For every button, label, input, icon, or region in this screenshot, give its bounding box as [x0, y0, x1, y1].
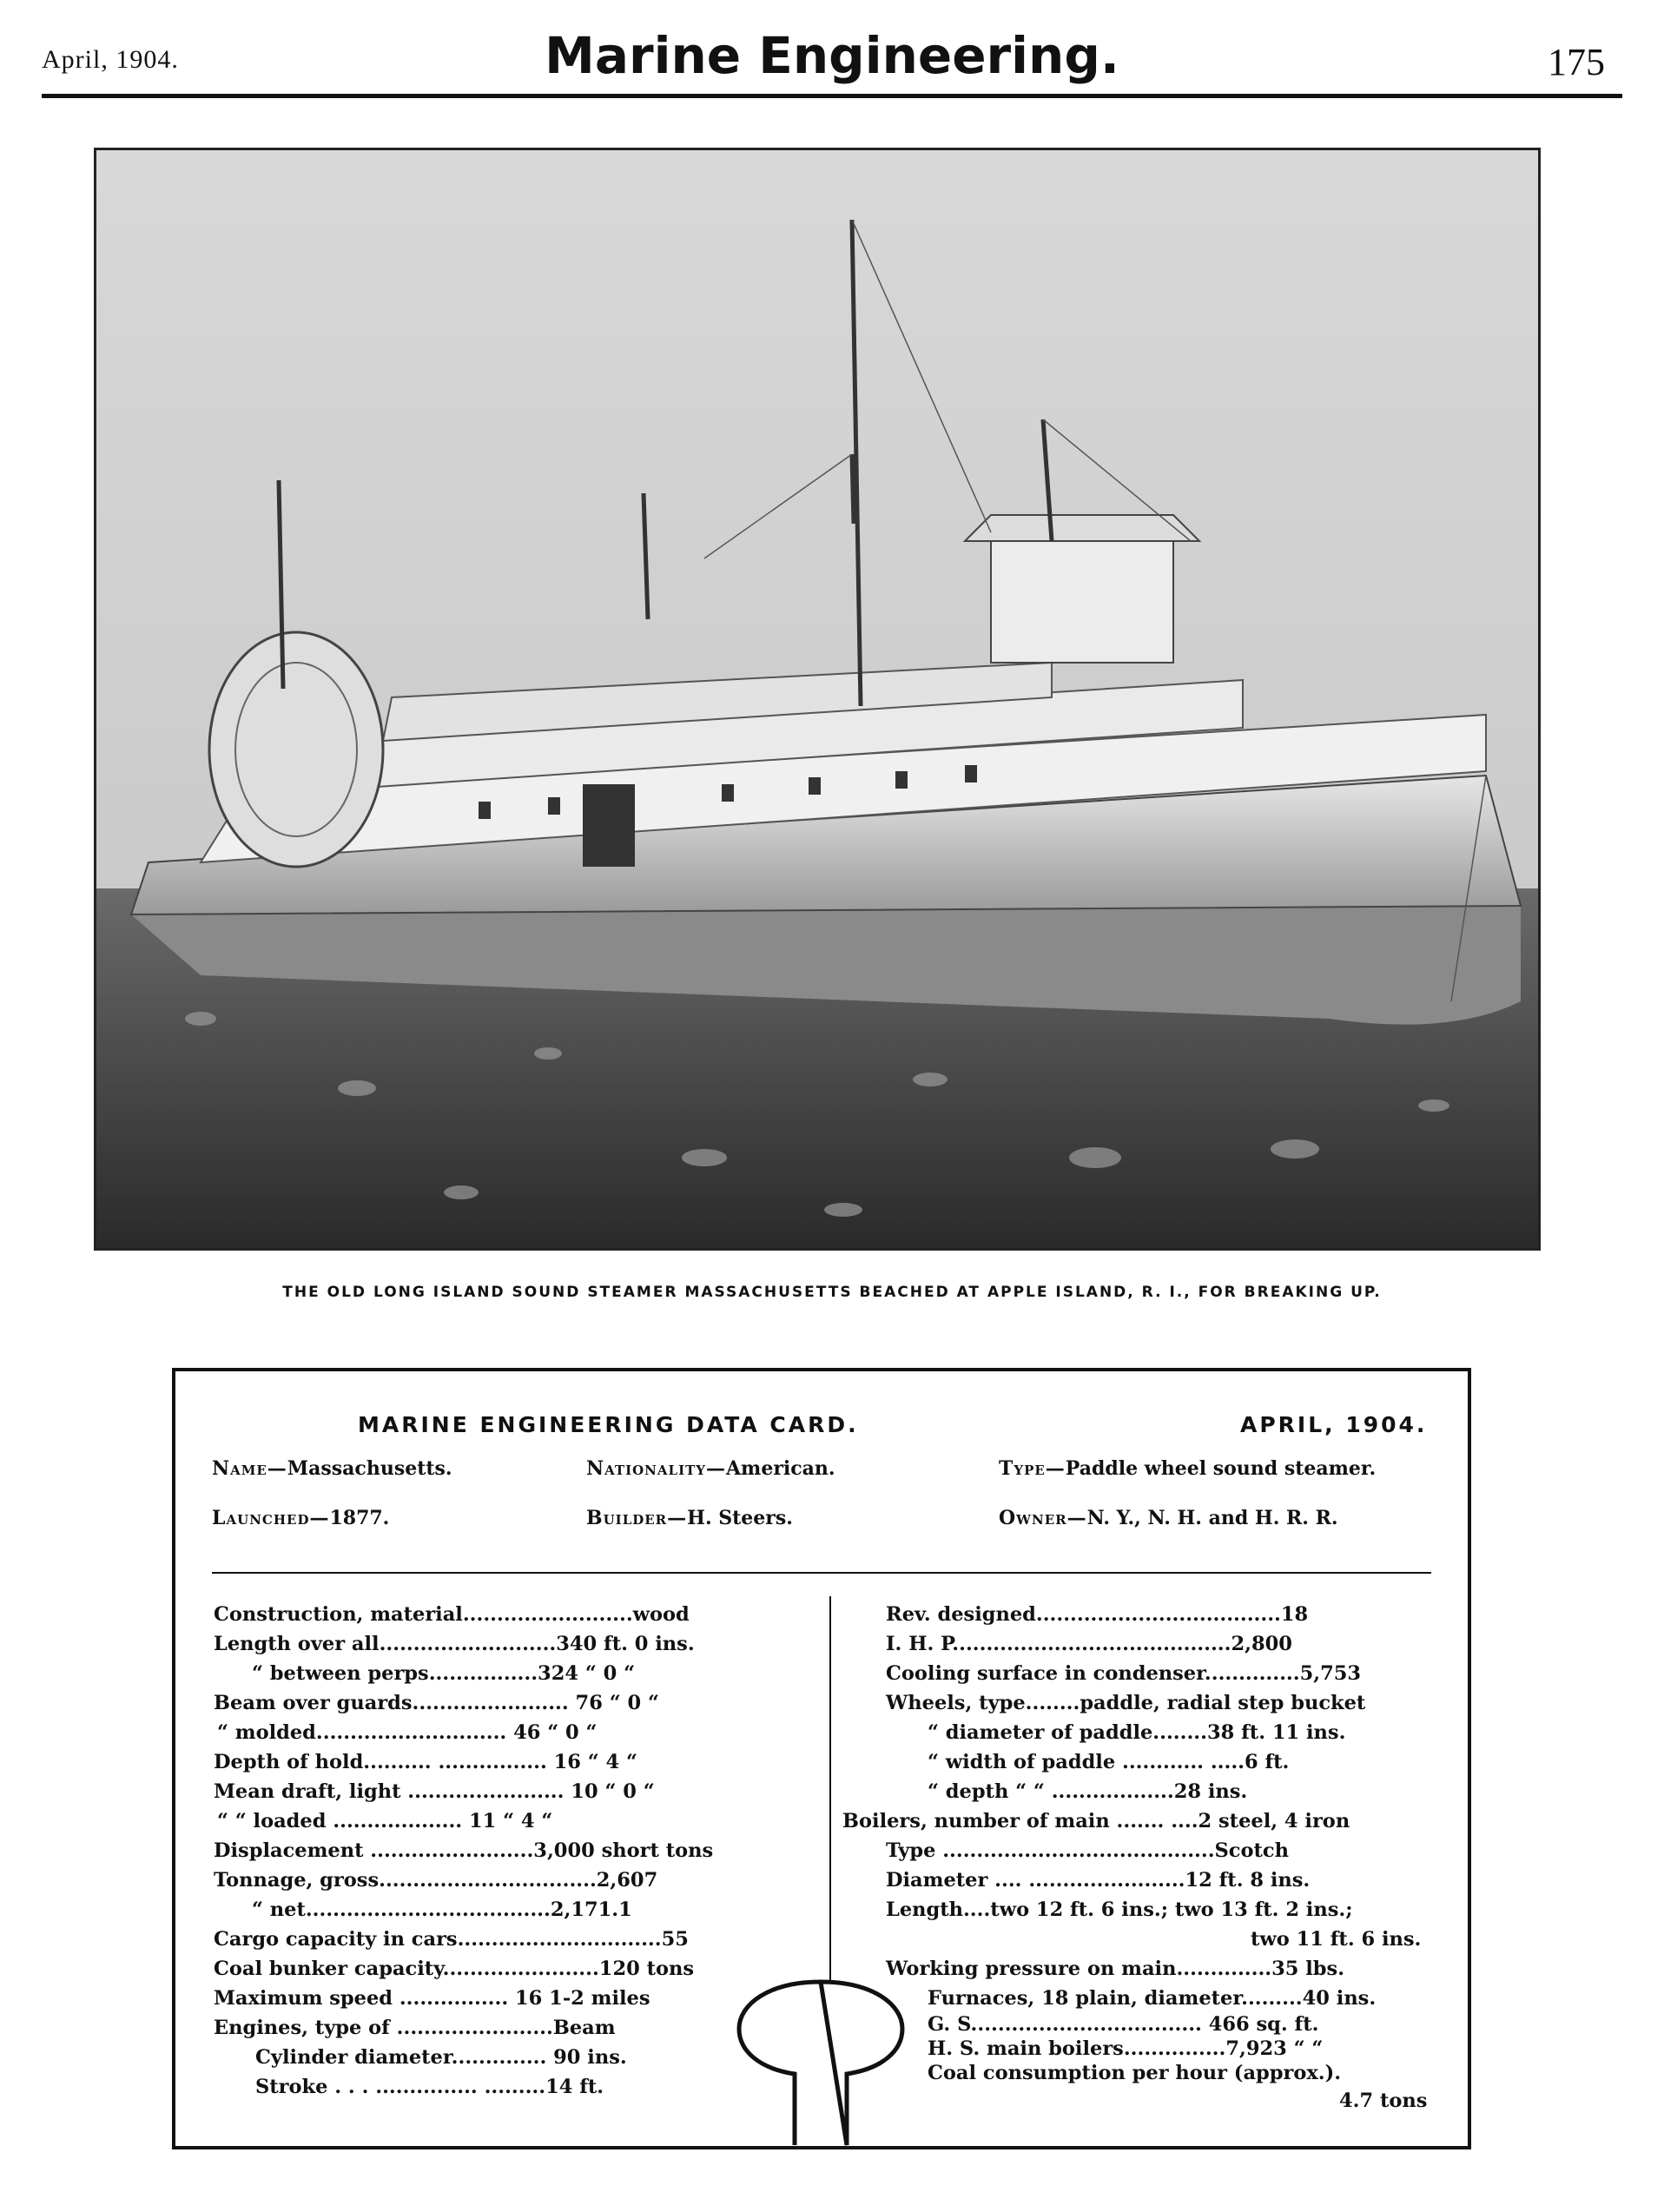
- field-label: Nationality—: [586, 1457, 726, 1480]
- card-hanger-hole: [734, 1978, 908, 2149]
- field-value: Paddle wheel sound steamer.: [1065, 1457, 1377, 1480]
- spec-row: “ molded............................ 46 “ 0 “: [217, 1721, 598, 1744]
- spec-row: Furnaces, 18 plain, diameter.........40 ins.: [928, 1987, 1377, 2010]
- spec-row: Cylinder diameter.............. 90 ins.: [255, 2046, 627, 2069]
- spec-row: Boilers, number of main ....... ....2 steel, 4 iron: [842, 1810, 1350, 1832]
- field-value: Massachusetts.: [287, 1457, 452, 1480]
- spec-row: Rev. designed....................................18: [886, 1603, 1309, 1626]
- data-card-date: APRIL, 1904.: [1240, 1412, 1428, 1437]
- spec-row: I. H. P.........................................2,800: [886, 1633, 1292, 1655]
- field-nationality: [586, 1457, 835, 1480]
- spec-row: Wheels, type........paddle, radial step bucket: [886, 1692, 1366, 1714]
- spec-row: Coal consumption per hour (approx.).: [928, 2062, 1342, 2084]
- field-owner: [999, 1507, 1338, 1529]
- spec-row: “ between perps................324 “ 0 “: [252, 1662, 636, 1685]
- spec-row: G. S.................................. 466 sq. ft.: [928, 2013, 1319, 2036]
- spec-row: “ width of paddle ............ .....6 ft.: [928, 1751, 1290, 1773]
- steamer-photo: [94, 148, 1541, 1251]
- photo-caption: THE OLD LONG ISLAND SOUND STEAMER MASSACHUSETTS BEACHED AT APPLE ISLAND, R. I., FOR BREAKING UP.: [282, 1284, 1382, 1301]
- header-date: April, 1904.: [42, 45, 179, 74]
- spec-row: two 11 ft. 6 ins.: [1251, 1928, 1422, 1951]
- field-label: Owner—: [999, 1507, 1087, 1529]
- field-builder: [586, 1507, 793, 1529]
- field-type: [999, 1457, 1376, 1480]
- column-divider: [829, 1596, 831, 2004]
- spec-row: Working pressure on main..............35 lbs.: [886, 1958, 1345, 1980]
- spec-row: “ “ loaded ................... 11 “ 4 “: [217, 1810, 553, 1832]
- field-label: Type—: [999, 1457, 1066, 1480]
- spec-row: H. S. main boilers...............7,923 “ “: [928, 2037, 1324, 2060]
- data-card-title: MARINE ENGINEERING DATA CARD.: [358, 1412, 859, 1437]
- spec-row: Beam over guards....................... 76 “ 0 “: [214, 1692, 659, 1714]
- spec-row: Tonnage, gross................................2,607: [214, 1869, 658, 1892]
- header-rule: [42, 94, 1622, 98]
- spec-row: Engines, type of .......................Beam: [214, 2017, 616, 2039]
- field-label: Builder—: [586, 1507, 688, 1529]
- spec-row: Length....two 12 ft. 6 ins.; two 13 ft. 2 ins.;: [886, 1898, 1353, 1921]
- spec-row: “ diameter of paddle........38 ft. 11 ins.: [928, 1721, 1346, 1744]
- spec-row: Cooling surface in condenser..............5,753: [886, 1662, 1362, 1685]
- field-value: N. Y., N. H. and H. R. R.: [1086, 1507, 1338, 1529]
- spec-row: Stroke . . . ............... .........14 ft.: [255, 2076, 604, 2098]
- spec-row: Type ........................................Scotch: [886, 1839, 1289, 1862]
- field-value: H. Steers.: [687, 1507, 793, 1529]
- pilot-house: [991, 532, 1173, 663]
- page-title: Marine Engineering.: [545, 26, 1119, 85]
- spec-row: 4.7 tons: [1339, 2090, 1428, 2112]
- spec-row: Construction, material.........................wood: [214, 1603, 690, 1626]
- field-value: 1877.: [329, 1507, 390, 1529]
- spec-row: Displacement ........................3,000 short tons: [214, 1839, 714, 1862]
- spec-row: Maximum speed ................ 16 1-2 miles: [214, 1987, 650, 2010]
- page-number: 175: [1548, 41, 1605, 83]
- field-launched: [212, 1507, 389, 1529]
- spec-row: Mean draft, light ....................... 10 “ 0 “: [214, 1780, 655, 1803]
- field-label: Launched—: [212, 1507, 330, 1529]
- field-value: American.: [725, 1457, 835, 1480]
- spec-row: Diameter .... .......................12 ft. 8 ins.: [886, 1869, 1311, 1892]
- spec-row: Coal bunker capacity.......................120 tons: [214, 1958, 695, 1980]
- field-label: Name—: [212, 1457, 287, 1480]
- spec-row: Depth of hold.......... ................ 16 “ 4 “: [214, 1751, 637, 1773]
- spec-row: “ net....................................2,171.1: [252, 1898, 632, 1921]
- spec-row: Length over all..........................340 ft. 0 ins.: [214, 1633, 695, 1655]
- spec-row: Cargo capacity in cars..............................55: [214, 1928, 689, 1951]
- field-name: [212, 1457, 452, 1480]
- steamer-illustration: [96, 150, 1538, 1248]
- spec-row: “ depth “ “ ..................28 ins.: [928, 1780, 1248, 1803]
- card-divider: [212, 1572, 1431, 1574]
